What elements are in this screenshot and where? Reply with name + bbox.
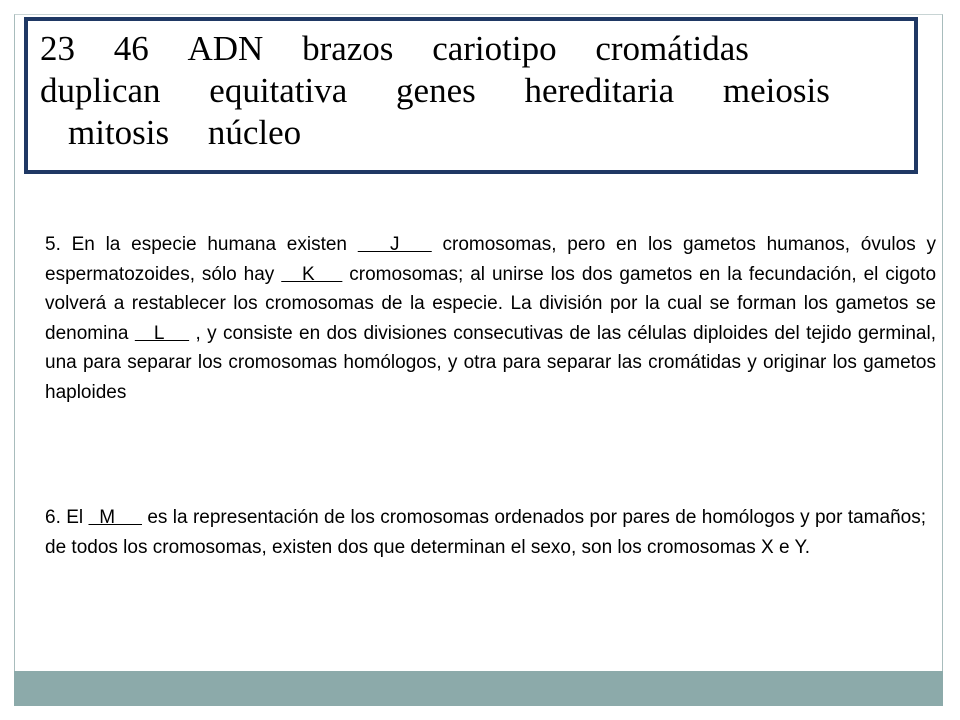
word-bank-term: brazos (302, 29, 394, 68)
blank-l[interactable]: L (134, 322, 190, 344)
blank-j[interactable]: J (357, 234, 432, 255)
question-6-paragraph (45, 503, 926, 562)
word-bank-term: cromátidas (595, 29, 749, 68)
word-bank-term: equitativa (209, 71, 348, 110)
question-5-text: , y consiste en dos divisiones consecutivas de las células diploides del tejido germinal, una para separar los cromosomas homólogos, y otra para separar las cromátidas y originar los gametos haploides (45, 322, 936, 403)
question-5-paragraph (45, 230, 936, 407)
word-bank-line-1 (40, 28, 914, 70)
question-5-text: 5. En la especie humana existen (45, 234, 358, 255)
word-bank-term: hereditaria (524, 71, 675, 110)
word-bank-term: duplican (40, 71, 161, 110)
word-bank-term: genes (396, 71, 476, 110)
question-6-text: es la representación de los cromosomas ordenados por pares de homólogos y por tamaños; de todos los cromosomas, existen dos que determinan el sexo, son los cromosomas X e Y. (45, 507, 926, 558)
word-bank-line-2 (40, 70, 914, 112)
blank-k[interactable]: K (281, 263, 343, 285)
word-bank-term: 46 (113, 29, 149, 68)
slide-footer-band (14, 671, 943, 706)
word-bank-term: mitosis (68, 113, 170, 152)
word-bank-term: ADN (187, 29, 264, 68)
word-bank-term: núcleo (207, 113, 302, 152)
word-bank-box (24, 17, 918, 174)
word-bank-term: cariotipo (432, 29, 557, 68)
word-bank-line-3 (40, 112, 914, 154)
word-bank-term: 23 (40, 29, 75, 68)
question-5-text: cromosomas; al unirse los dos gametos en la fecundación, el cigoto volverá a restablecer los cromosomas de la especie. La división por la cual se forman los gametos se denomina (45, 263, 937, 344)
word-bank-term: meiosis (722, 71, 830, 110)
question-6-text: 6. El (45, 507, 89, 528)
blank-m[interactable]: M (88, 507, 142, 528)
question-5-text: cromosomas, pero en los gametos humanos, óvulos y espermatozoides, sólo hay (45, 234, 936, 285)
